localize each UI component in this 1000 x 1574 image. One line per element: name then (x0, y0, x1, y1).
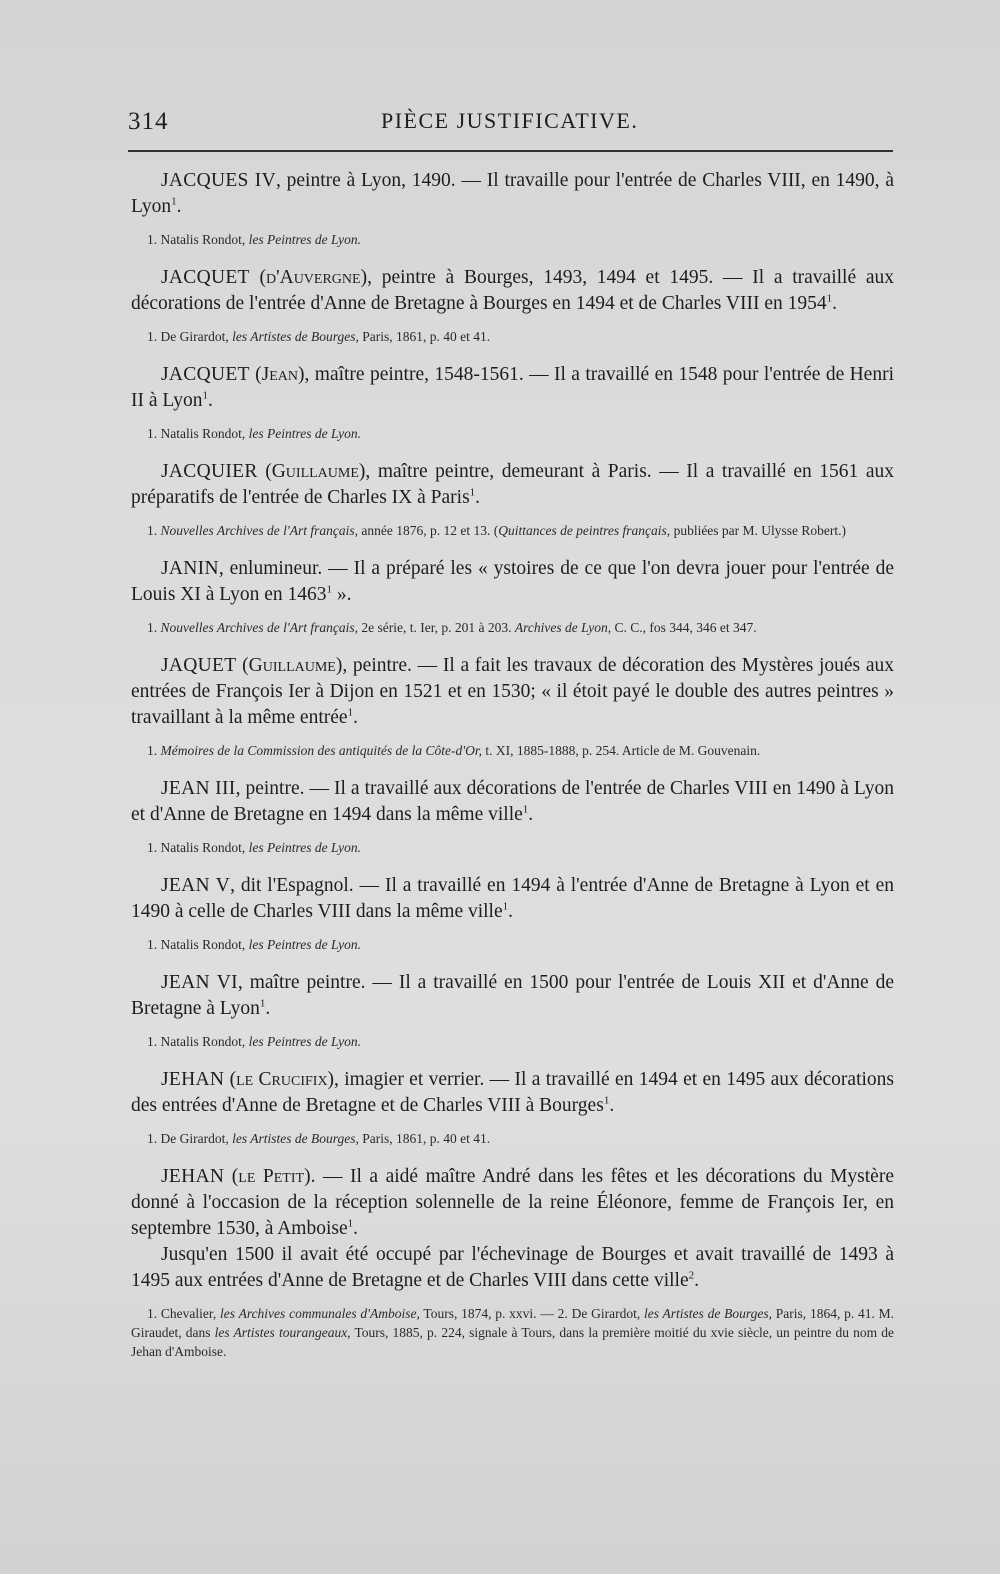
footnote-ref: 2 (688, 1269, 695, 1282)
footnote-rest: Paris, 1861, p. 40 et 41. (362, 329, 491, 344)
footnote-title: les Artistes tourangeaux, (214, 1325, 351, 1340)
entry (131, 653, 894, 760)
footnote-author: Natalis Rondot, (160, 1034, 246, 1049)
footnote-ref: 1 (502, 900, 509, 913)
footnote-number: 1. (147, 1306, 158, 1321)
footnote-author: Natalis Rondot, (160, 426, 246, 441)
entry (131, 556, 894, 637)
footnote-rest: 2e série, t. Ier, p. 201 à 203. (361, 620, 512, 635)
entry (131, 362, 894, 443)
entry-qualifier: (le Crucifix) (229, 1069, 335, 1090)
footnote-number: 1. (147, 937, 158, 952)
footnote (131, 521, 894, 540)
footnote-title: les Artistes de Bourges, (644, 1306, 772, 1321)
entry-end: . (832, 293, 837, 314)
footnote (131, 424, 894, 443)
entry-head: JACQUIER (161, 461, 258, 482)
footnote (131, 230, 894, 249)
entry-body: , peintre à Bourges, 1493, 1494 et 1495. — Il a travaillé aux décorations de l'entrée d'Anne de Bretagne à Bourges en 1494 et de Charles VIII en 1954 (131, 267, 894, 314)
entry-end: . (475, 487, 481, 508)
entry-head: JEAN III (161, 778, 236, 799)
entry-head: JEAN VI (161, 972, 238, 993)
entry-qualifier: (Guillaume) (242, 655, 343, 676)
entry-body: , dit l'Espagnol. — Il a travaillé en 1494 à l'entrée d'Anne de Bretagne à Lyon et en 1490 à celle de Charles VIII dans la même ville (131, 875, 894, 922)
footnote-ref: 1 (826, 292, 833, 305)
entry-text (131, 653, 894, 731)
footnote (131, 741, 894, 760)
footnote-number: 2. (557, 1306, 568, 1321)
entry-qualifier: (le Petit) (231, 1166, 311, 1187)
entry-text (131, 556, 894, 608)
entry (131, 776, 894, 857)
footnote-author: De Girardot, (160, 329, 229, 344)
footnote-author: Natalis Rondot, (160, 232, 246, 247)
entry (131, 459, 894, 540)
entry-body: , peintre à Lyon, 1490. — Il travaille pour l'entrée de Charles VIII, en 1490, à Lyon (131, 170, 894, 217)
footnote-title: les Artistes de Bourges, (232, 329, 359, 344)
footnote-number: 1. (147, 523, 158, 538)
running-title: PIÈCE JUSTIFICATIVE. (381, 108, 639, 133)
entry-head: JACQUES IV (161, 170, 276, 191)
footnote-rest: publiées par M. Ulysse Robert.) (673, 523, 847, 538)
footnote-title: les Peintres de Lyon. (248, 937, 361, 952)
entry-head: JEHAN (161, 1166, 225, 1187)
entry-end: . (353, 707, 358, 728)
entry-qualifier: (Jean) (255, 364, 305, 385)
entry-head: JACQUET (161, 364, 250, 385)
footnote-rest: t. XI, 1885-1888, p. 254. Article de M. Gouvenain. (485, 743, 761, 758)
footnote-author: Chevalier, (160, 1306, 217, 1321)
entry-end: . (609, 1095, 615, 1116)
footnote (131, 1032, 894, 1051)
footnote-number: 1. (147, 232, 158, 247)
footnote-title: Nouvelles Archives de l'Art français, (160, 523, 358, 538)
entry-text (131, 362, 894, 414)
entry (131, 873, 894, 954)
entry-head: JEAN V (161, 875, 231, 896)
footnote (131, 838, 894, 857)
entry-head: JANIN (161, 558, 219, 579)
footnote-number: 1. (147, 840, 158, 855)
entry-text (131, 265, 894, 317)
footnote-ref: 1 (469, 486, 476, 499)
entry-end: . (353, 1218, 358, 1239)
footnote-ref: 1 (326, 583, 333, 596)
entry-body: , peintre. — Il a travaillé aux décorations de l'entrée de Charles VIII en 1490 à Lyon et d'Anne de Bretagne en 1494 dans la même ville (131, 778, 894, 825)
entry-end: ». (332, 584, 352, 605)
entry (131, 1164, 894, 1361)
footnote-rest: Tours, 1885, p. 224, signale à Tours, dans la première moitié du xvie siècle, un peintre du nom de Jehan d'Amboise. (131, 1325, 895, 1359)
footnote-number: 1. (147, 743, 158, 758)
entry-text (131, 873, 894, 925)
footnote-title: les Archives communales d'Amboise, (220, 1306, 420, 1321)
footnote-title: les Peintres de Lyon. (248, 840, 361, 855)
footnote-title: les Artistes de Bourges, (232, 1131, 359, 1146)
entry-body: , maître peintre. — Il a travaillé en 1500 pour l'entrée de Louis XII et d'Anne de Bretagne à Lyon (131, 972, 894, 1019)
footnote-title: les Peintres de Lyon. (248, 1034, 361, 1049)
entry-text (131, 459, 894, 511)
entries-list (131, 168, 894, 1377)
footnote-ref: 1 (603, 1094, 610, 1107)
footnote-author: Natalis Rondot, (160, 937, 246, 952)
footnote-ref: 1 (171, 195, 177, 208)
entry (131, 265, 894, 346)
footnote-number: 1. (147, 426, 158, 441)
entry-body: . — Il a aidé maître André dans les fêtes et les décorations du Mystère donné à l'occasion de la réception solennelle de la reine Éléonore, femme de François Ier, en septembre 1530, à Amboise (131, 1166, 894, 1239)
footnote-ref: 1 (522, 803, 529, 816)
entry-end: . (176, 196, 182, 217)
footnote-title: Nouvelles Archives de l'Art français, (160, 620, 358, 635)
entry-end: . (265, 998, 271, 1019)
entry-continuation (131, 1242, 894, 1294)
entry-body: , peintre. — Il a fait les travaux de décoration des Mystères joués aux entrées de François Ier à Dijon en 1521 et en 1530; « il étoit payé le double des autres peintres » travaillant à la même entrée (131, 655, 894, 728)
entry-head: JEHAN (161, 1069, 225, 1090)
entry-head: JACQUET (161, 267, 250, 288)
header-rule (128, 150, 893, 152)
entry-text (131, 1164, 894, 1242)
entry-text (131, 1067, 894, 1119)
footnote-rest: Paris, 1861, p. 40 et 41. (362, 1131, 491, 1146)
footnote-ref: 1 (347, 706, 354, 719)
footnote-title: les Peintres de Lyon. (248, 232, 361, 247)
entry-text (131, 970, 894, 1022)
entry-body: , imagier et verrier. — Il a travaillé en 1494 et en 1495 aux décorations des entrées d'Anne de Bretagne et de Charles VIII à Bourges (131, 1069, 894, 1116)
footnote-rest: C. C., fos 344, 346 et 347. (614, 620, 757, 635)
footnote-title: les Peintres de Lyon. (248, 426, 361, 441)
entry (131, 970, 894, 1051)
entry-body: , maître peintre, demeurant à Paris. — Il a travaillé en 1561 aux préparatifs de l'entrée de Charles IX à Paris (131, 461, 895, 508)
footnote-rest: Tours, 1874, p. xxvi. — (423, 1306, 554, 1321)
entry (131, 168, 894, 249)
footnote (131, 618, 894, 637)
footnote-ref: 1 (259, 997, 266, 1010)
entry-text (131, 776, 894, 828)
entry-body: , enlumineur. — Il a préparé les « ystoires de ce que l'on devra jouer pour l'entrée de Louis XI à Lyon en 1463 (131, 558, 894, 605)
footnote-title: Archives de Lyon, (514, 620, 612, 635)
entry-body: Jusqu'en 1500 il avait été occupé par l'échevinage de Bourges et avait travaillé de 1493 à 1495 aux entrées d'Anne de Bretagne et de Charles VIII dans cette ville (131, 1244, 894, 1291)
footnote (131, 327, 894, 346)
entry-end: . (528, 804, 534, 825)
footnote (131, 1304, 894, 1361)
page-number: 314 (128, 108, 169, 135)
footnote-number: 1. (147, 620, 158, 635)
entry-text (131, 168, 894, 220)
footnote-author: De Girardot, (160, 1131, 229, 1146)
footnote-number: 1. (147, 329, 158, 344)
footnote-author: Natalis Rondot, (160, 840, 246, 855)
footnote (131, 1129, 894, 1148)
footnote-title: Mémoires de la Commission des antiquités de la Côte-d'Or, (160, 743, 482, 758)
footnote-rest: année 1876, p. 12 et 13. ( (361, 523, 499, 538)
entry-qualifier: (d'Auvergne) (259, 267, 368, 288)
footnote-ref: 1 (347, 1217, 354, 1230)
entry-end: . (207, 390, 213, 411)
entry-head: JAQUET (161, 655, 237, 676)
entry-end: . (694, 1270, 699, 1291)
page-header (128, 100, 893, 140)
footnote-number: 1. (147, 1131, 158, 1146)
entry-end: . (508, 901, 514, 922)
footnote-ref: 1 (202, 389, 208, 402)
entry-body: , maître peintre, 1548-1561. — Il a travaillé en 1548 pour l'entrée de Henri II à Lyon (131, 364, 894, 411)
entry-qualifier: (Guillaume) (265, 461, 366, 482)
footnote-title: Quittances de peintres français, (498, 523, 671, 538)
footnote (131, 935, 894, 954)
footnote-number: 1. (147, 1034, 158, 1049)
footnote-author: De Girardot, (571, 1306, 641, 1321)
entry (131, 1067, 894, 1148)
footnote-rest: Paris, 1864, p. 41. M. Giraudet, dans (131, 1306, 895, 1340)
